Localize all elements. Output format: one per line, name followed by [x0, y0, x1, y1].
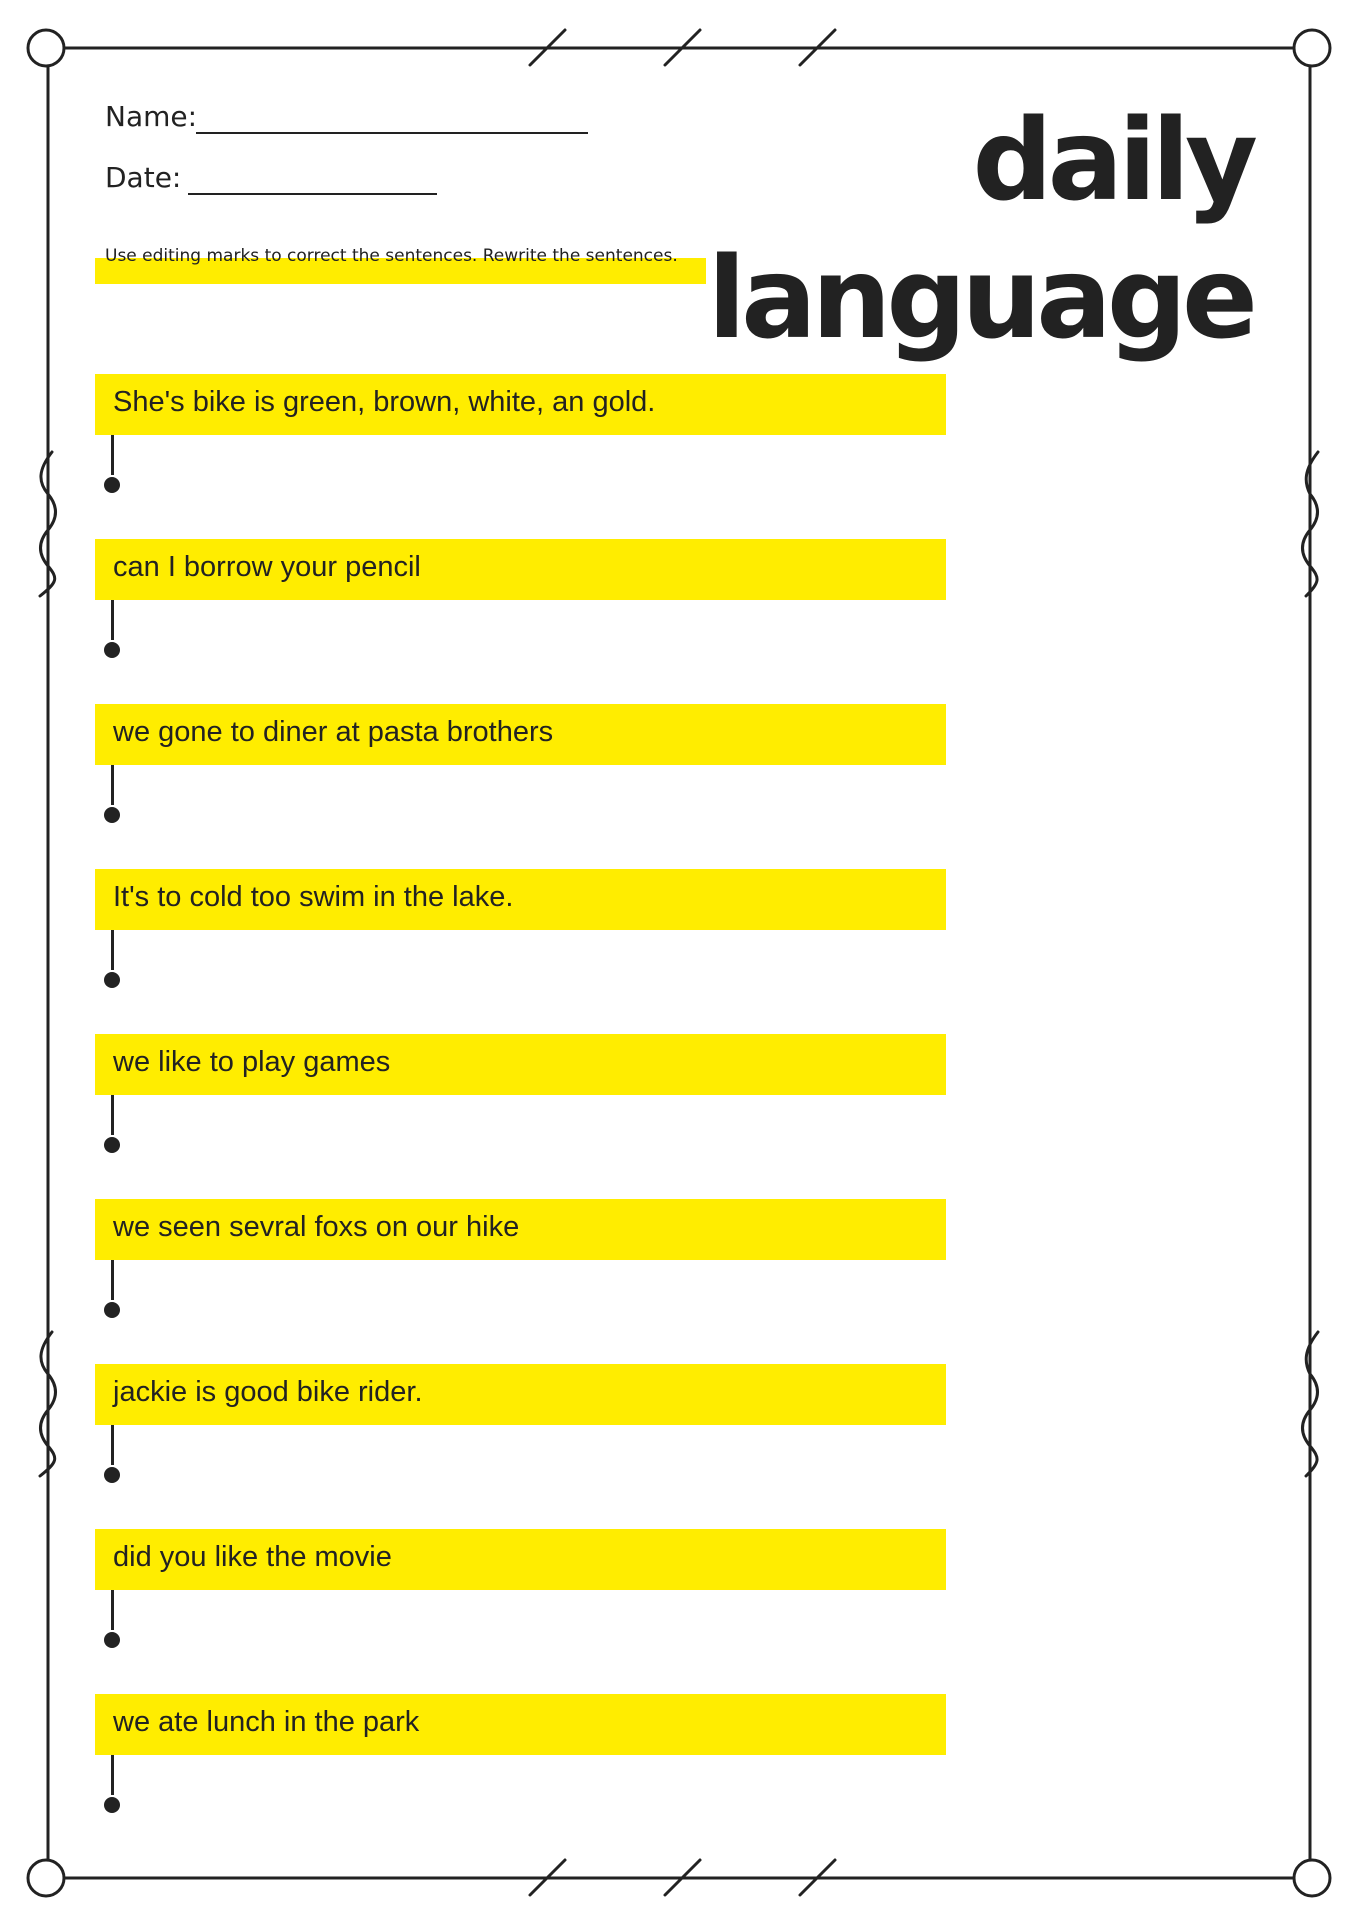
corner-circle-bottom-left [28, 1860, 64, 1896]
sentence-text: we like to play games [113, 1046, 391, 1078]
answer-point[interactable] [104, 1632, 120, 1648]
sentence-text: can I borrow your pencil [113, 551, 421, 583]
answer-point[interactable] [104, 1302, 120, 1318]
instruction-text: Use editing marks to correct the sentences. Rewrite the sentences. [105, 246, 678, 266]
sentence-item [95, 1529, 946, 1590]
answer-point[interactable] [104, 642, 120, 658]
title-line-2: language [707, 234, 1253, 364]
answer-point[interactable] [104, 1797, 120, 1813]
name-label: Name: [105, 100, 198, 133]
sentence-item [95, 374, 946, 435]
sentence-item [95, 1364, 946, 1425]
answer-point[interactable] [104, 1137, 120, 1153]
name-field[interactable] [196, 132, 588, 134]
answer-line-marker [111, 600, 114, 640]
sentence-text: jackie is good bike rider. [113, 1376, 423, 1408]
answer-line-marker [111, 435, 114, 475]
sentence-text: She's bike is green, brown, white, an gold. [113, 386, 656, 418]
answer-line-marker [111, 1260, 114, 1300]
answer-line-marker [111, 1425, 114, 1465]
date-field[interactable] [188, 193, 437, 195]
sentence-item [95, 1034, 946, 1095]
sentence-text: did you like the movie [113, 1541, 392, 1573]
instruction-banner [95, 246, 706, 284]
sentence-item [95, 869, 946, 930]
sentence-item [95, 704, 946, 765]
answer-line-marker [111, 765, 114, 805]
corner-circle-bottom-right [1294, 1860, 1330, 1896]
answer-line-marker [111, 1590, 114, 1630]
answer-point[interactable] [104, 807, 120, 823]
date-label: Date: [105, 161, 182, 194]
sentence-text: we seen sevral foxs on our hike [113, 1211, 520, 1243]
sentence-item [95, 539, 946, 600]
sentence-item [95, 1694, 946, 1755]
sentence-text: It's to cold too swim in the lake. [113, 881, 514, 913]
worksheet-title [708, 92, 1253, 368]
answer-line-marker [111, 1755, 114, 1795]
corner-circle-top-right [1294, 30, 1330, 66]
sentence-text: we gone to diner at pasta brothers [113, 716, 554, 748]
corner-circle-top-left [28, 30, 64, 66]
sentence-text: we ate lunch in the park [113, 1706, 420, 1738]
answer-point[interactable] [104, 972, 120, 988]
answer-line-marker [111, 930, 114, 970]
answer-point[interactable] [104, 477, 120, 493]
answer-line-marker [111, 1095, 114, 1135]
title-line-1: daily [972, 96, 1253, 226]
sentence-item [95, 1199, 946, 1260]
answer-point[interactable] [104, 1467, 120, 1483]
